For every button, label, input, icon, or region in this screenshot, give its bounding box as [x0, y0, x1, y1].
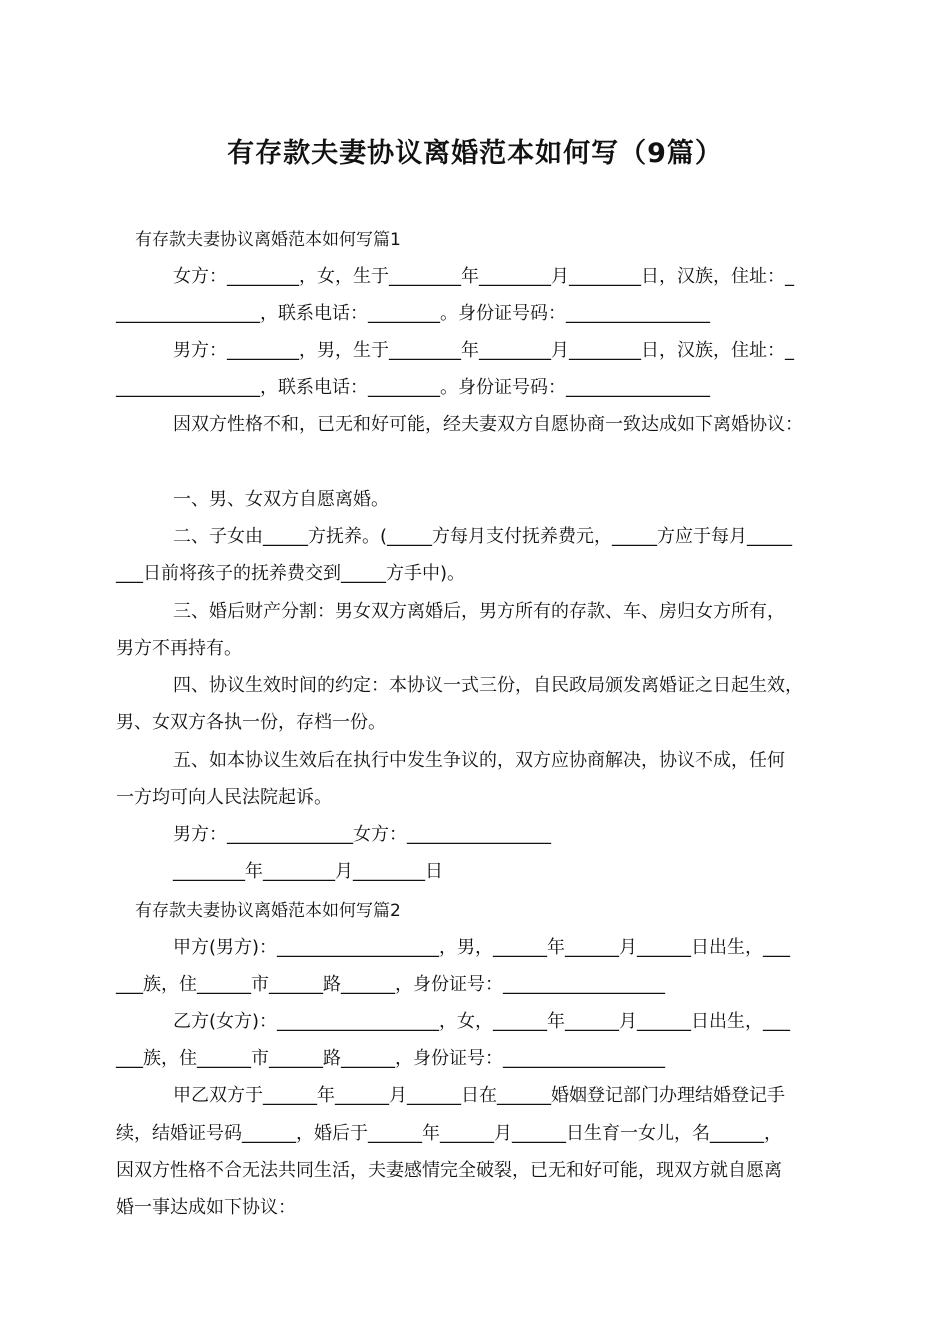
paragraph-line: 男方：________，男，生于________年________月________日，汉族，住址：_: [173, 340, 794, 361]
signature-line: 男方：______________女方：________________: [173, 824, 551, 845]
paragraph-line: 三、婚后财产分割：男女双方离婚后，男方所有的存款、车、房归女方所有，: [173, 601, 785, 622]
paragraph-line: 甲方(男方)：__________________，男，______年______月______日出生，___: [173, 937, 791, 958]
paragraph-line: 续，结婚证号码______，婚后于______年______月______日生育一女儿，名______，: [116, 1123, 782, 1144]
paragraph-line: ___日前将孩子的抚养费交到_____方手中)。: [116, 563, 466, 584]
paragraph-line: 男方不再持有。: [116, 638, 242, 659]
paragraph-line: 男、女双方各执一份，存档一份。: [116, 712, 386, 733]
paragraph-line: 一方均可向人民法院起诉。: [116, 787, 332, 808]
paragraph-line: 二、子女由_____方抚养。(_____方每月支付抚养费元，_____方应于每月_____: [173, 526, 793, 547]
paragraph-line: 婚一事达成如下协议：: [116, 1197, 296, 1218]
paragraph-line: 女方：________，女，生于________年________月________日，汉族，住址：_: [173, 266, 794, 287]
paragraph-line: 一、男、女双方自愿离婚。: [173, 489, 389, 510]
document-title: 有存款夫妻协议离婚范本如何写（9篇）: [227, 138, 723, 169]
paragraph-line: 甲乙双方于______年______月______日在______婚姻登记部门办理结婚登记手: [173, 1085, 785, 1106]
date-line: ________年________月________日: [173, 861, 443, 882]
paragraph-line: 因双方性格不和，已无和好可能，经夫妻双方自愿协商一致达成如下离婚协议：: [173, 414, 803, 435]
paragraph-line: 五、如本协议生效后在执行中发生争议的，双方应协商解决，协议不成，任何: [173, 750, 785, 771]
paragraph-line: ___族，住______市______路______，身份证号：__________________: [116, 974, 665, 995]
paragraph-line: 乙方(女方)：__________________，女，______年______月______日出生，___: [173, 1011, 791, 1032]
paragraph-line: 四、协议生效时间的约定：本协议一式三份，自民政局颁发离婚证之日起生效，: [173, 675, 803, 696]
section-heading-1: 有存款夫妻协议离婚范本如何写篇1: [135, 230, 401, 250]
paragraph-line: ___族，住______市______路______，身份证号：__________________: [116, 1048, 665, 1069]
paragraph-line: ________________，联系电话：________。身份证号码：________________: [116, 377, 710, 398]
paragraph-line: 因双方性格不合无法共同生活，夫妻感情完全破裂，已无和好可能，现双方就自愿离: [116, 1160, 782, 1181]
paragraph-line: ________________，联系电话：________。身份证号码：________________: [116, 303, 710, 324]
section-heading-2: 有存款夫妻协议离婚范本如何写篇2: [135, 901, 401, 921]
